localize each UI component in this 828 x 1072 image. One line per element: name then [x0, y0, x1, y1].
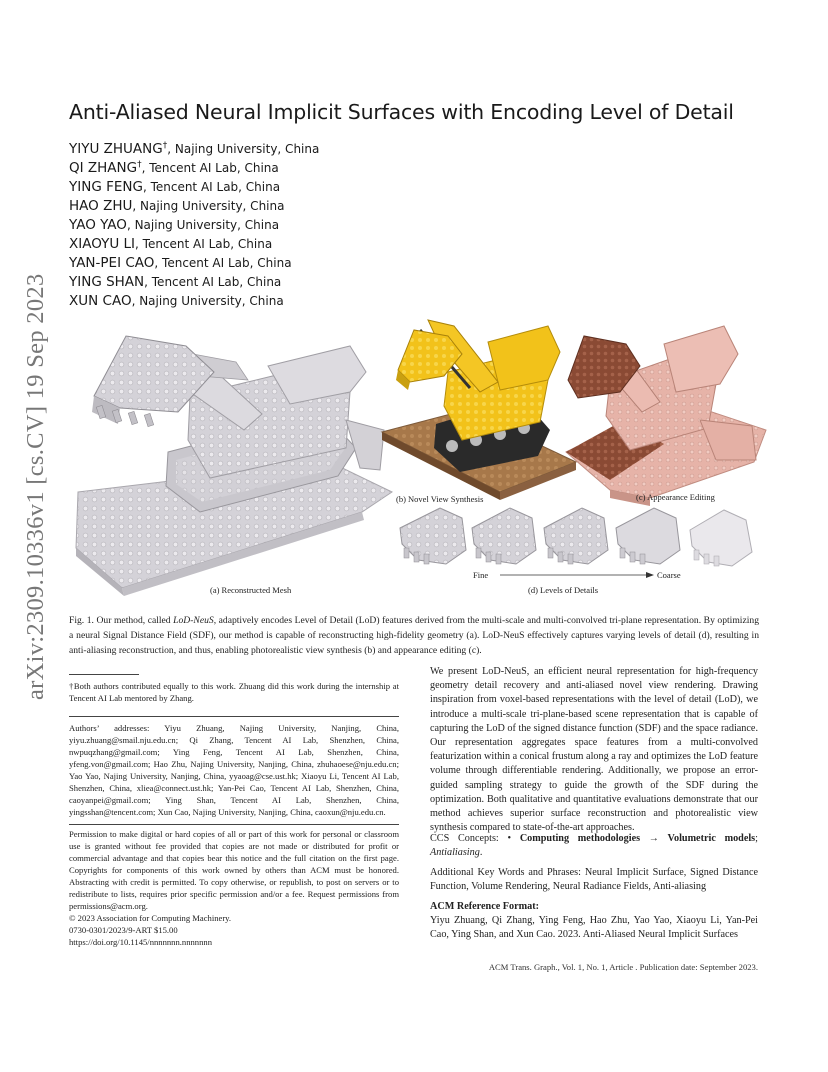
- author-affiliation: , Najing University, China: [131, 294, 284, 308]
- permission-text: Permission to make digital or hard copies of all or part of this work for personal or classroom use is granted without fee provided that copies are not made or distributed for profit or commercial advantage and that copies bear this notice and the full citation on the first page. Copyrights for components of this work owned by others than ACM must be honored. Abstracting with credit is permitted. To copy otherwise, or republish, to post on servers or to redistribute to lists, requires prior specific permission and/or a fee. Request permissions from permissions@acm.org.: [69, 829, 399, 911]
- doi-link[interactable]: https://doi.org/10.1145/nnnnnnn.nnnnnnn: [69, 937, 212, 947]
- label-fine: Fine: [473, 570, 489, 580]
- novel-view-synthesis-image: [382, 320, 576, 500]
- method-name: LoD-NeuS: [173, 615, 214, 626]
- caption-reconstructed-mesh: (a) Reconstructed Mesh: [210, 585, 292, 595]
- appearance-editing-image: [566, 326, 766, 506]
- page-footer: ACM Trans. Graph., Vol. 1, No. 1, Article . Publication date: September 2023.: [488, 962, 758, 972]
- figure-caption-text: , adaptively encodes Level of Detail (LoD) features derived from the multi-scale and multi-convolved tri-plane representation. By optimizing a neural Signal Distance Field (SDF), our method is capable of reconstructing high-fidelity geometry (a). LoD-NeuS effectively captures varying levels of detail (d), resulting in anti-aliasing reconstruction, and thus, enabling photorealistic view synthesis (b) and appearance editing (c).: [69, 615, 759, 656]
- caption-novel-view-synthesis: (b) Novel View Synthesis: [396, 494, 484, 504]
- lod-crop-5: [690, 510, 752, 566]
- author-name: QI ZHANG: [69, 160, 138, 176]
- caption-appearance-editing: (c) Appearance Editing: [636, 492, 715, 502]
- ccs-secondary: Antialiasing: [430, 847, 480, 859]
- author-mark: †: [137, 160, 142, 170]
- authors-addresses: Authors’ addresses: Yiyu Zhuang, Najing University, Nanjing, China, yiyu.zhuang@smail.nju.edu.cn; Qi Zhang, Tencent AI Lab, Shenzhen, China, nwpuqzhang@gmail.com; Ying Feng, Tencent AI Lab, Shenzhen, China, yfeng.von@gmail.com; Hao Zhu, Najing University, Nanjing, China, zhuhaoese@nju.edu.cn; Yao Yao, Najing University, Nanjing, China, yyaoag@cse.ust.hk; Xiaoyu Li, Tencent AI Lab, Shenzhen, China, xliea@connect.ust.hk; Yan-Pei Cao, Tencent AI Lab, Shenzhen, China, caoyanpei@gmail.com; Ying Shan, Tencent AI Lab, Shenzhen, China, yingsshan@tencent.com; Xun Cao, Najing University, Nanjing, China, caoxun@nju.edu.cn.: [69, 723, 399, 817]
- author-name: YAO YAO: [69, 217, 127, 233]
- author-name: YIYU ZHUANG: [69, 141, 163, 157]
- ccs-primary: Computing methodologies → Volumetric models: [519, 833, 756, 844]
- author-name: YING SHAN: [69, 274, 145, 290]
- author-affiliation: , Tencent AI Lab, China: [135, 237, 273, 251]
- lod-crop-4: [616, 508, 680, 564]
- author-name: HAO ZHU: [69, 198, 133, 214]
- author-name: XIAOYU LI: [69, 236, 136, 252]
- permission-notice: [69, 828, 399, 948]
- paper-title: Anti-Aliased Neural Implicit Surfaces with Encoding Level of Detail: [69, 100, 734, 124]
- caption-levels-of-details: (d) Levels of Details: [528, 585, 599, 595]
- ccs-separator: ;: [755, 833, 758, 844]
- keywords: Additional Key Words and Phrases: Neural Implicit Surface, Signed Distance Function, Volume Rendering, Neural Radiance Fields, Anti-aliasing: [430, 867, 758, 893]
- author-name: YAN-PEI CAO: [69, 255, 155, 271]
- acm-reference: [430, 900, 758, 943]
- author-affiliation: , Tencent AI Lab, China: [154, 256, 292, 270]
- acm-reference-heading: ACM Reference Format:: [430, 901, 539, 912]
- author-affiliation: , Tencent AI Lab, China: [141, 161, 279, 175]
- lod-crop-3: [544, 508, 608, 564]
- ccs-end: .: [479, 847, 483, 859]
- footnote-equal-contribution: †Both authors contributed equally to this work. Zhuang did this work during the internship at Tencent AI Lab mentored by Zhang.: [69, 681, 399, 703]
- addresses-rule: [69, 716, 399, 717]
- issn-line: 0730-0301/2023/9-ART $15.00: [69, 925, 178, 935]
- author-affiliation: , Najing University, China: [167, 142, 320, 156]
- author-affiliation: , Najing University, China: [126, 218, 280, 232]
- arxiv-side-label: arXiv:2309.10336v1 [cs.CV] 19 Sep 2023: [22, 273, 49, 700]
- acm-reference-text: Yiyu Zhuang, Qi Zhang, Ying Feng, Hao Zhu, Yao Yao, Xiaoyu Li, Yan-Pei Cao, Ying Shan, and Xun Cao. 2023. Anti-Aliased Neural Implicit Surfaces: [430, 915, 758, 941]
- copyright-line: © 2023 Association for Computing Machinery.: [69, 913, 232, 923]
- abstract: We present LoD-NeuS, an efficient neural representation for high-frequency geometry detail recovery and anti-aliased novel view rendering. Drawing inspiration from voxel-based representations with the level of detail (LoD), we introduce a multi-scale tri-plane-based scene representation that is capable of capturing the LoD of the signed distance function (SDF) and the space radiance. Our representation aggregates space features from a multi-convolved featurization within a conical frustum along a ray and optimizes the LoD feature volume through differentiable rendering. Additionally, we propose an error-guided sampling strategy to guide the growth of the SDF during the optimization. Both qualitative and quantitative evaluations demonstrate that our method achieves superior surface reconstruction and photorealistic view synthesis compared to state-of-the-art approaches.: [430, 666, 758, 834]
- figure-caption: [69, 613, 759, 658]
- figure-caption-lead: Fig. 1. Our method, called: [69, 615, 174, 626]
- author-affiliation: , Najing University, China: [132, 199, 285, 213]
- author-affiliation: , Tencent AI Lab, China: [142, 180, 281, 194]
- label-coarse: Coarse: [657, 570, 681, 580]
- lod-crop-2: [472, 508, 536, 564]
- author-name: XUN CAO: [69, 293, 132, 309]
- ccs-label: CCS Concepts: •: [430, 833, 520, 844]
- author-mark: †: [162, 141, 168, 151]
- author-name: YING FENG: [69, 179, 143, 195]
- footnote-rule: [69, 674, 139, 675]
- ccs-concepts: [430, 832, 758, 860]
- permission-rule: [69, 824, 399, 825]
- lod-crop-1: [400, 508, 466, 564]
- lod-arrowhead: [646, 572, 654, 578]
- reconstructed-mesh-image: [76, 336, 392, 596]
- author-affiliation: , Tencent AI Lab, China: [144, 275, 282, 289]
